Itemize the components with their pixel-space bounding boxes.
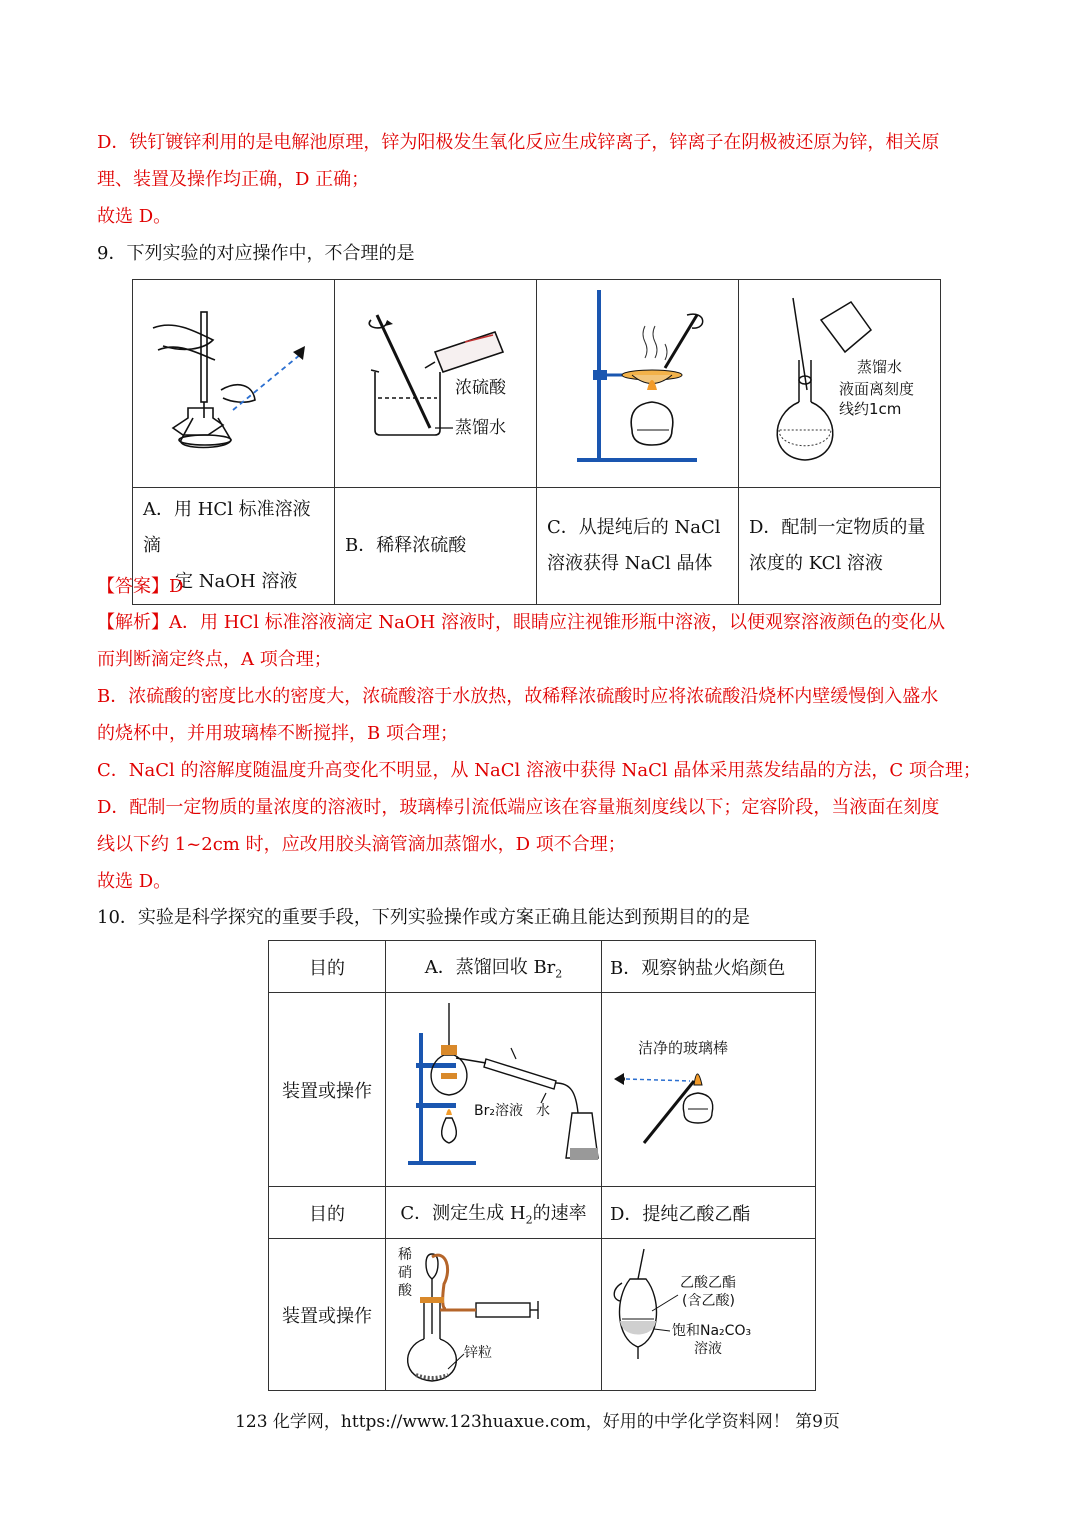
label-distilled-water: 蒸馏水 <box>455 418 506 438</box>
dilution-figure <box>335 280 536 483</box>
q9-analysis-2: 而判断滴定终点，A 项合理； <box>97 649 332 670</box>
q9-analysis-7: 线以下约 1~2cm 时，应改用胶头滴管滴加蒸馏水，D 项不合理； <box>97 834 626 855</box>
q10-purpose-label: 目的 <box>269 941 386 993</box>
label-d-level: 液面离刻度 <box>839 380 915 398</box>
q9-figure-a <box>133 280 335 488</box>
q9-option-c: C．从提纯后的 NaCl 溶液获得 NaCl 晶体 <box>537 488 739 605</box>
label-saturated: 饱和Na₂CO₃ <box>672 1323 752 1339</box>
label-with-acid: (含乙酸) <box>682 1293 735 1309</box>
q10-figure-a <box>386 993 602 1187</box>
q10-option-c: C．测定生成 $H_2$的速率 <box>386 1187 602 1239</box>
q10-figure-b <box>602 993 816 1187</box>
q9-conclusion: 故选 D。 <box>97 871 172 892</box>
q9-analysis-5: C．NaCl 的溶解度随温度升高变化不明显，从 NaCl 溶液中获得 NaCl 晶体采用蒸发结晶的方法，C 项合理； <box>97 760 981 781</box>
q10-figure-d <box>602 1239 816 1391</box>
q9-analysis-6: D．配制一定物质的量浓度的溶液时，玻璃棒引流低端应该在容量瓶刻度线以下；定容阶段，当液面在刻度 <box>97 797 940 818</box>
q10-device-label-2: 装置或操作 <box>269 1239 386 1391</box>
q9-stem: 9．下列实验的对应操作中，不合理的是 <box>97 243 415 264</box>
label-acid-3: 酸 <box>398 1283 412 1299</box>
q9-option-a: A．用 HCl 标准溶液滴 定 NaOH 溶液 <box>133 488 335 605</box>
label-conc-acid: 浓硫酸 <box>455 378 506 398</box>
q10-option-a: A．蒸馏回收 $Br_2$ <box>386 941 602 993</box>
q9-figure-b <box>335 280 537 488</box>
label-clean-rod: 洁净的玻璃棒 <box>638 1039 729 1057</box>
q10-stem: 10．实验是科学探究的重要手段，下列实验操作或方案正确且能达到预期目的的是 <box>97 907 750 928</box>
q9-analysis-1: 【解析】A．用 HCl 标准溶液滴定 NaOH 溶液时，眼睛应注视锥形瓶中溶液，以便观察溶液颜色的变化从 <box>97 612 946 633</box>
gas-rate-figure <box>386 1239 601 1385</box>
label-br2-solution: Br₂溶液 <box>474 1103 523 1119</box>
q10-purpose-label-2: 目的 <box>269 1187 386 1239</box>
q10-device-label: 装置或操作 <box>269 993 386 1187</box>
q9-figure-c <box>537 280 739 488</box>
label-ethyl-acetate: 乙酸乙酯 <box>680 1275 736 1291</box>
q9-analysis-4: 的烧杯中，并用玻璃棒不断搅拌，B 项合理； <box>97 723 458 744</box>
q9-figure-d <box>739 280 941 488</box>
page-footer: 123 化学网，https://www.123huaxue.com，好用的中学化学资料网！ 第9页 <box>235 1412 840 1432</box>
label-d-water: 蒸馏水 <box>857 358 903 376</box>
prev-answer-d-line2: 理、装置及操作均正确，D 正确； <box>97 169 370 190</box>
flame-test-figure <box>602 993 807 1181</box>
q10-option-d: D．提纯乙酸乙酯 <box>602 1187 816 1239</box>
distillation-figure <box>386 993 601 1181</box>
q10-option-b: B．观察钠盐火焰颜色 <box>602 941 816 993</box>
volumetric-flask-figure <box>739 280 940 483</box>
q9-table <box>132 279 941 605</box>
q10-table <box>268 940 816 1391</box>
prev-conclusion: 故选 D。 <box>97 206 172 227</box>
q9-option-b: B．稀释浓硫酸 <box>335 488 537 605</box>
q9-analysis-3: B．浓硫酸的密度比水的密度大，浓硫酸溶于水放热，故稀释浓硫酸时应将浓硫酸沿烧杯内壁缓慢倒入盛水 <box>97 686 939 707</box>
label-zinc: 锌粒 <box>464 1345 492 1361</box>
label-solution: 溶液 <box>694 1341 722 1357</box>
q9-option-d: D．配制一定物质的量 浓度的 KCl 溶液 <box>739 488 941 605</box>
separatory-funnel-figure <box>602 1239 807 1385</box>
q10-figure-c <box>386 1239 602 1391</box>
titration-figure <box>133 280 334 483</box>
prev-answer-d-line1: D．铁钉镀锌利用的是电解池原理，锌为阳极发生氧化反应生成锌离子，锌离子在阴极被还原为锌，相关原 <box>97 132 940 153</box>
label-acid-1: 稀 <box>398 1247 412 1263</box>
label-water: 水 <box>536 1103 550 1119</box>
label-acid-2: 硝 <box>398 1265 412 1281</box>
label-d-cm: 线约1cm <box>839 400 902 418</box>
q9-answer: 【答案】D <box>97 576 184 597</box>
evaporation-figure <box>537 280 738 483</box>
